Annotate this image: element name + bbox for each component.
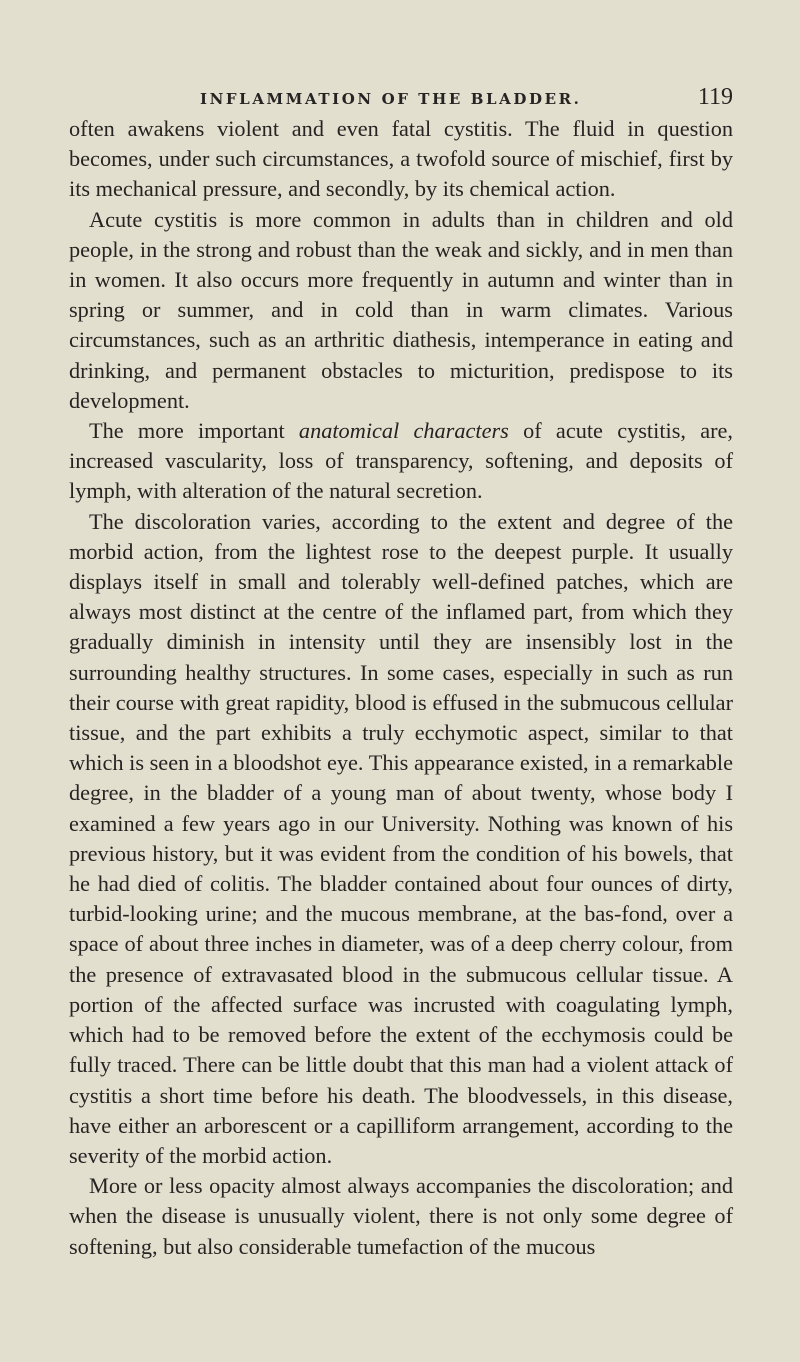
paragraph-discoloration: The discoloration varies, according to the extent and degree of the morbid action, from the lightest rose to the deepest purple. It usually displays itself in small and tolerably well-defined patches, which are always most distinct at the centre of the inflamed part, from which they gradually diminish in intensity until they are insensibly lost in the surrounding healthy structures. In some cases, especially in such as run their course with great rapidity, blood is effused in the submucous cellular tissue, and the part exhibits a truly ecchymotic aspect, similar to that which is seen in a bloodshot eye. This appearance existed, in a remarkable degree, in the bladder of a young man of about twenty, whose body I examined a few years ago in our University. Nothing was known of his previous history, but it was evident from the condition of his bowels, that he had died of colitis. The bladder contained about four ounces of dirty, turbid-looking urine; and the mucous membrane, at the bas-fond, over a space of about three inches in diameter, was of a deep cherry colour, from the presence of extravasated blood in the submucous cellular tissue. A portion of the affected surface was incrusted with coagulating lymph, which had to be removed before the extent of the ecchymosis could be fully traced. There can be little doubt that this man had a violent attack of cystitis a short time before his death. The bloodvessels, in this disease, have either an arborescent or a capilliform arrangement, according to the severity of the morbid action. xyxy=(69,508,733,1168)
running-title: INFLAMMATION OF THE BLADDER. xyxy=(200,90,582,108)
emphasis-text: anatomical characters xyxy=(298,418,509,444)
text-run: The more important xyxy=(89,418,299,444)
paragraph-opacity: More or less opacity almost always accompanies the discoloration; and when the disease is unusually violent, there is not only some degree of softening, but also considerable tumefaction of the mucous xyxy=(69,1173,733,1259)
paragraph-anatomical-characters xyxy=(69,416,733,507)
text-run: of acute cystitis, are, increased vascularity, loss of transparency, softening, and deposits of lymph, with alteration of the natural secretion. xyxy=(69,418,733,504)
page-number: 119 xyxy=(697,84,733,110)
paragraph-predisposition: Acute cystitis is more common in adults than in children and old people, in the strong and robust than the weak and sickly, and in men than in women. It also occurs more frequently in autumn and winter than in spring or summer, and in cold than in warm climates. Various circumstances, such as an arthritic diathesis, intemperance in eating and drinking, and permanent obstacles to micturition, predispose to its development. xyxy=(69,206,733,413)
paragraph-continuation: often awakens violent and even fatal cystitis. The fluid in question becomes, under such circumstances, a twofold source of mischief, first by its mechanical pressure, and secondly, by its chemical action. xyxy=(69,116,733,202)
page-body xyxy=(69,114,733,1262)
